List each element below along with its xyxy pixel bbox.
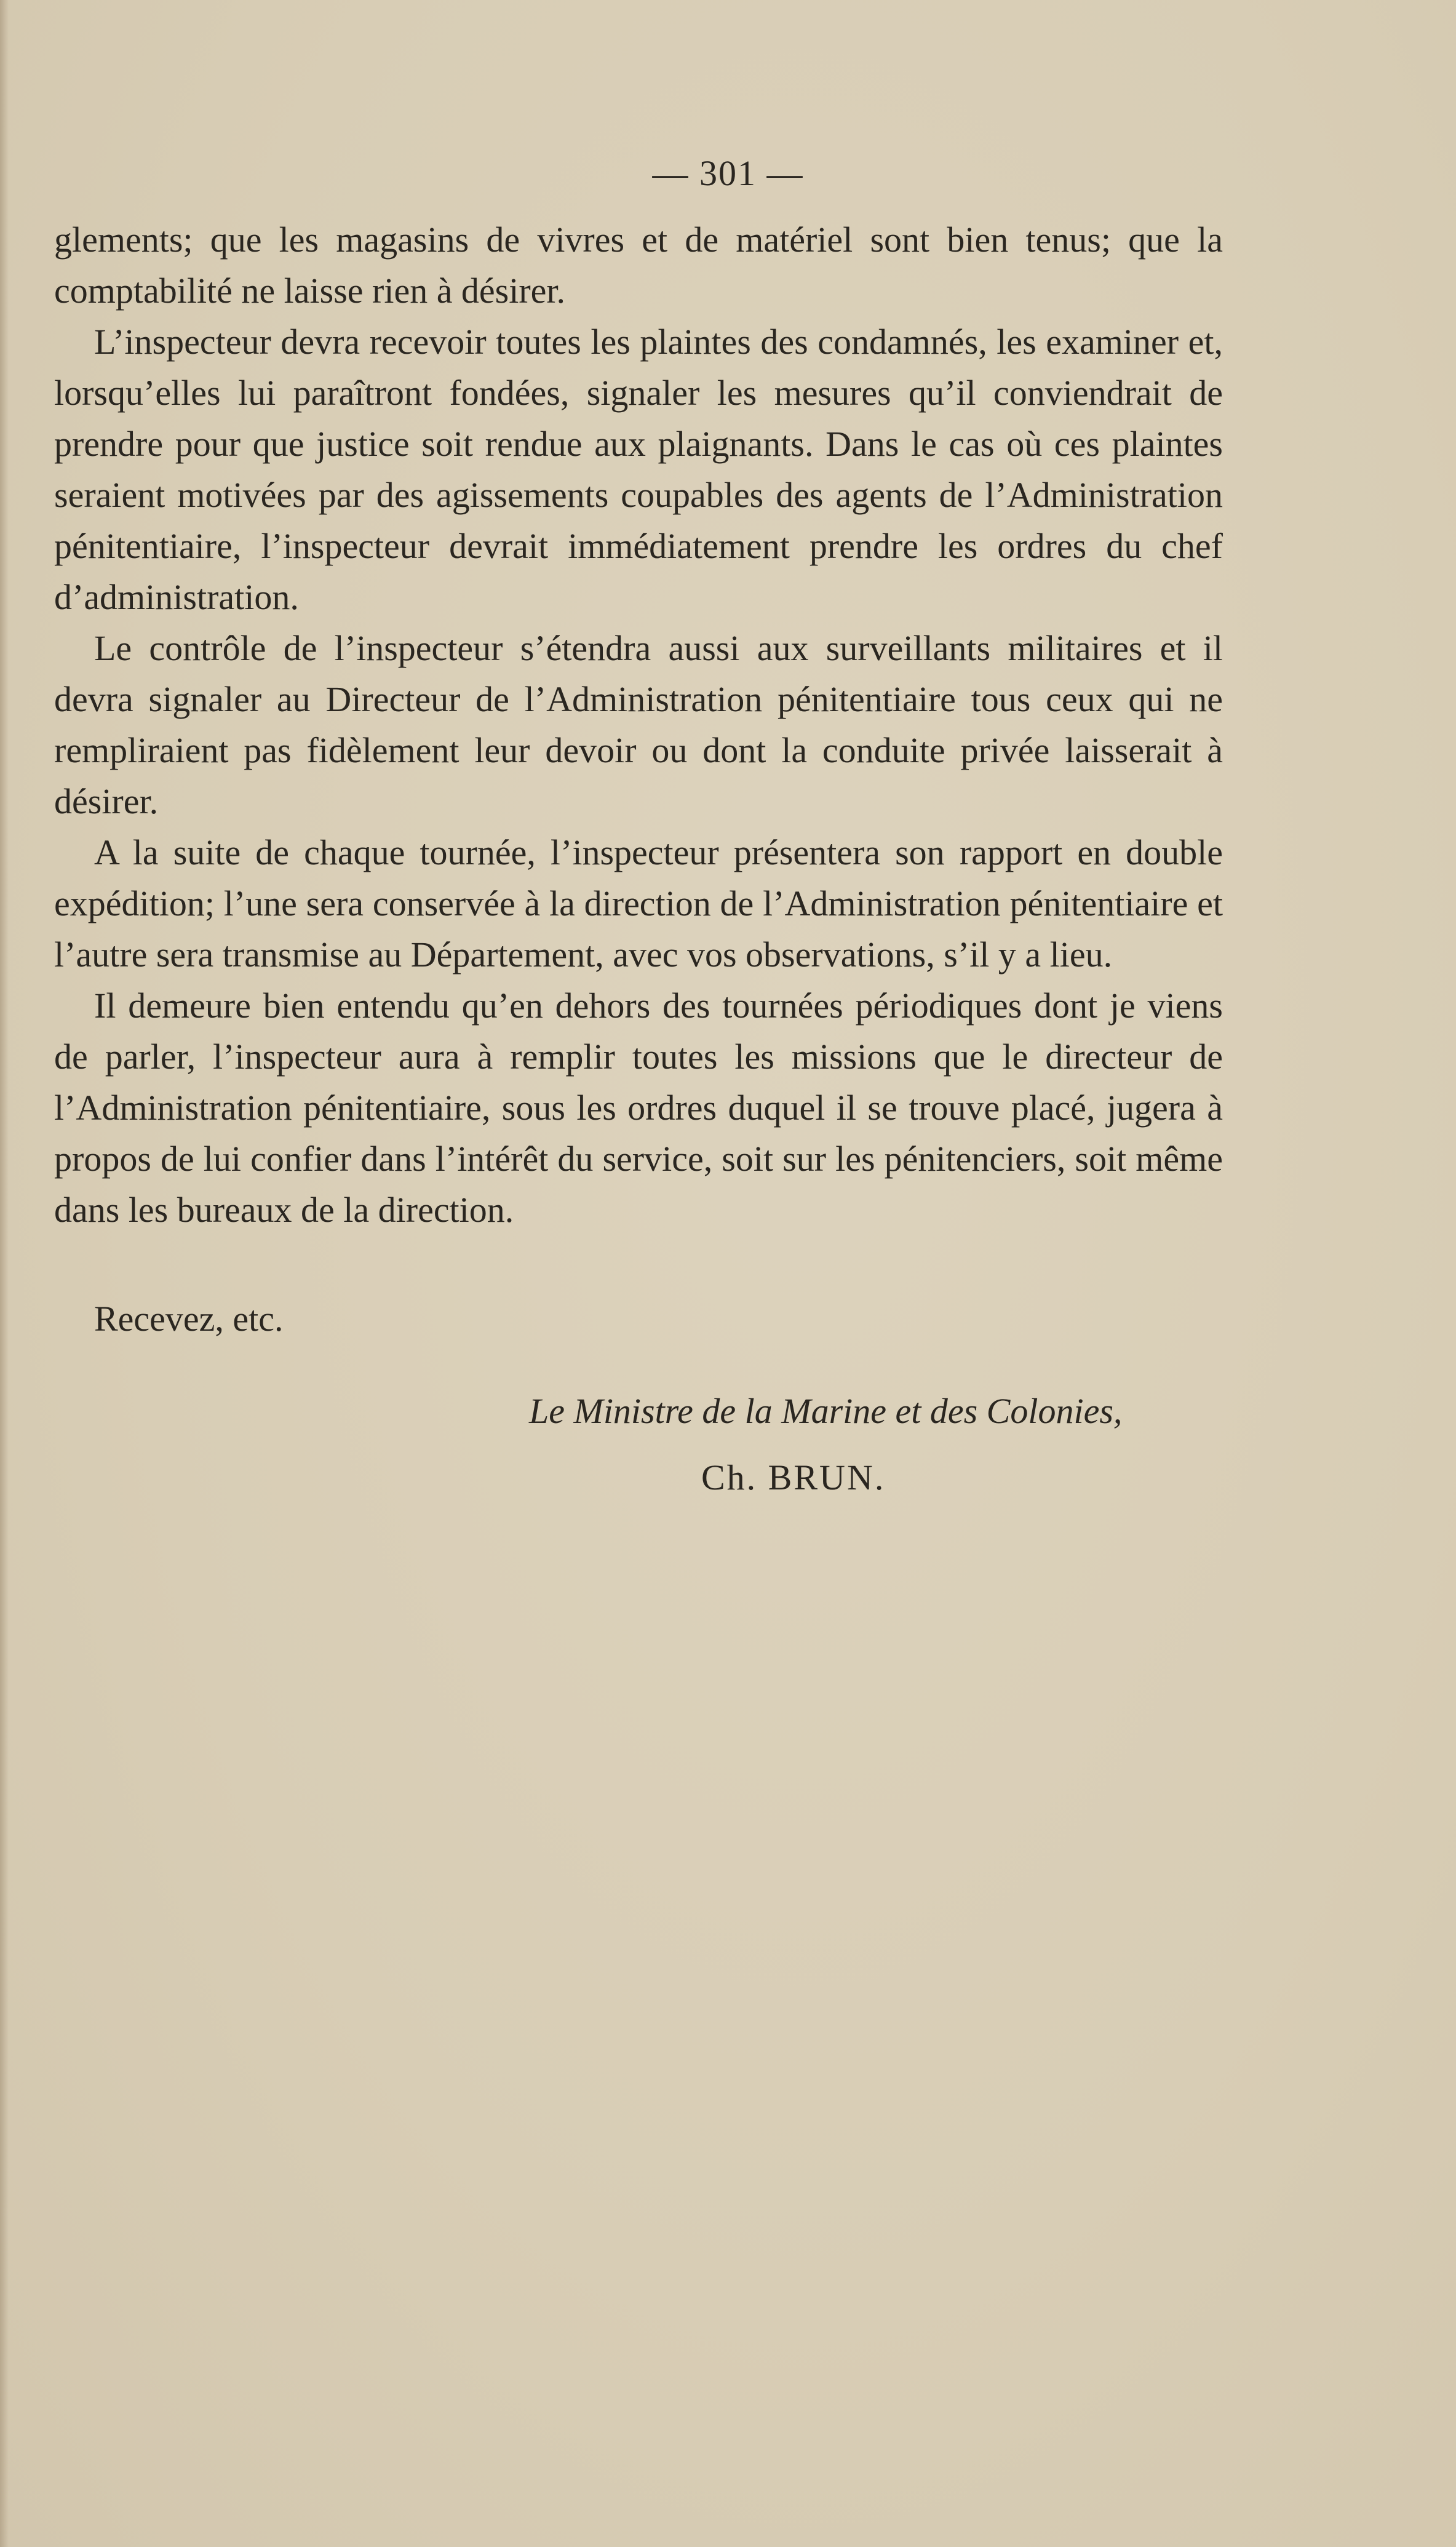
closing-line: Recevez, etc. [94, 1299, 284, 1339]
signature-name: Ch. BRUN. [701, 1457, 886, 1497]
paragraph-1: glements; que les magasins de vivres et de matériel sont bien tenus; que la comptabilité ne laisse rien à désirer. [54, 220, 1223, 311]
paragraph-3: Le contrôle de l’inspecteur s’étendra aussi aux surveillants militaires et il devra signaler au Directeur de l’Administration pénitentiaire tous ceux qui ne rempliraient pas fidèlement leur devoir ou dont la conduite privée laisserait à désirer. [54, 628, 1223, 821]
page-binding-edge [0, 0, 9, 2547]
page-number: — 301 — [652, 153, 804, 193]
paragraph-4: A la suite de chaque tournée, l’inspecteur présentera son rapport en double expédition; l’une sera conservée à la direction de l’Administration pénitentiaire et l’autre sera transmise au Département, avec vos observations, s’il y a lieu. [54, 832, 1223, 975]
paragraph-5: Il demeure bien entendu qu’en dehors des tournées périodiques dont je viens de parler, l’inspecteur aura à remplir toutes les missions que le directeur de l’Administration pénitentiaire, sous les ordres duquel il se trouve placé, jugera à propos de lui confier dans l’intérêt du service, soit sur les pénitenciers, soit même dans les bureaux de la direction. [54, 986, 1223, 1230]
paragraph-2: L’inspecteur devra recevoir toutes les plaintes des condamnés, les examiner et, lorsqu’elles lui paraîtront fondées, signaler les mesures qu’il conviendrait de prendre pour que justice soit rendue aux plaignants. Dans le cas où ces plaintes seraient motivées par des agissements coupables des agents de l’Administration pénitentiaire, l’inspecteur devrait immédiatement prendre les ordres du chef d’administration. [54, 322, 1223, 617]
signature-title: Le Ministre de la Marine et des Colonies, [529, 1391, 1123, 1431]
body-text [54, 214, 1223, 1235]
